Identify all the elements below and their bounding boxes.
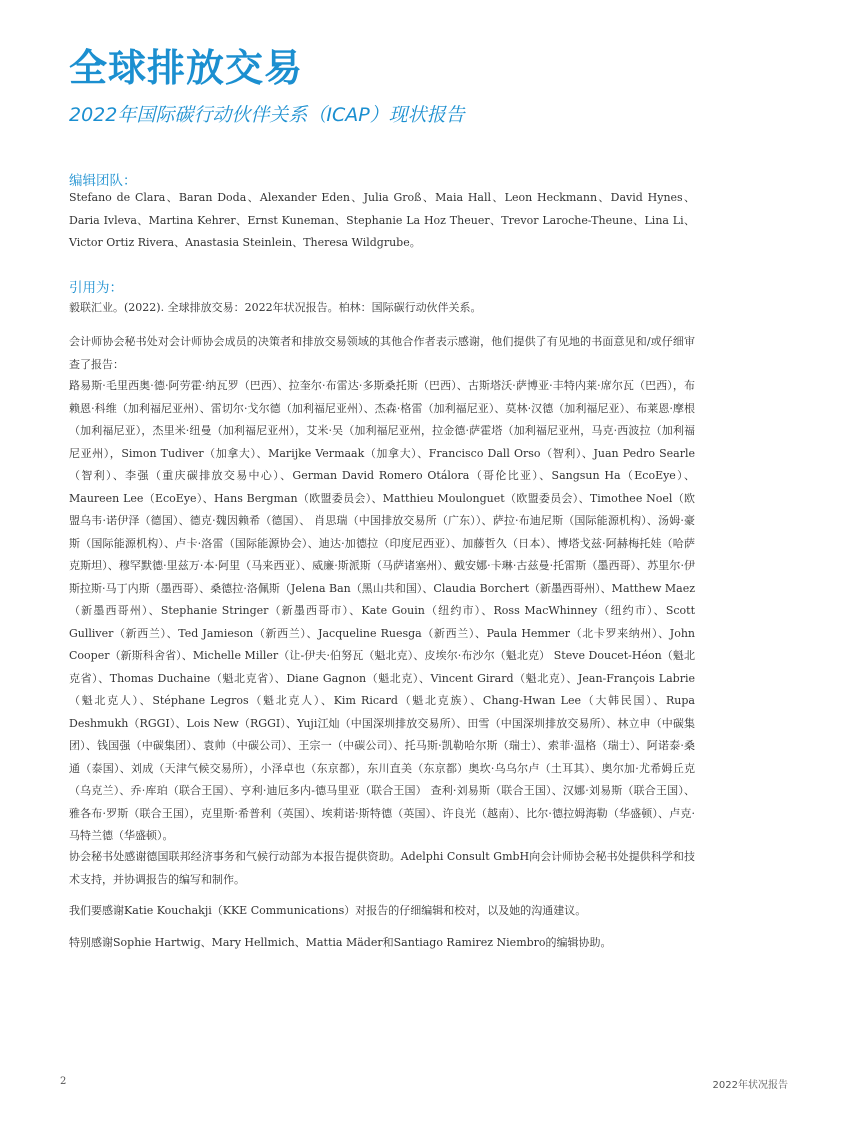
editors-list: Stefano de Clara、Baran Doda、Alexander Eden、Julia Groß、Maia Hall、Leon Heckmann、David Hynes、Daria Ivleva、Martina Kehrer、Ernst Kuneman、Stephanie La Hoz Theuer、Trevor Laroche-Theune、Lina Li、Victor Ortiz Rivera、Anastasia Steinlein、Theresa Wildgrube。 — [69, 191, 695, 249]
page-number: 2 — [60, 1076, 67, 1087]
editing-paragraph: 我们要感谢Katie Kouchakji（KKE Communications）对报告的仔细编辑和校对，以及她的沟通建议。 — [69, 904, 587, 917]
citation-text: 毅联汇业。(2022). 全球排放交易：2022年状况报告。柏林：国际碳行动伙伴关系。 — [69, 301, 482, 314]
footer-label: 2022年状况报告 — [712, 1080, 788, 1091]
funding-paragraph: 协会秘书处感谢德国联邦经济事务和气候行动部为本报告提供资助。Adelphi Consult GmbH向会计师协会秘书处提供科学和技术支持，并协调报告的编写和制作。 — [69, 850, 695, 886]
special-thanks-paragraph: 特别感谢Sophie Hartwig、Mary Hellmich、Mattia Mäder和Santiago Ramirez Niembro的编辑协助。 — [69, 936, 612, 949]
page-title: 全球排放交易 — [69, 46, 304, 90]
citation-heading: 引用为： — [69, 280, 123, 296]
editors-heading: 编辑团队： — [69, 173, 137, 189]
acknowledgement-intro: 会计师协会秘书处对会计师协会成员的决策者和排放交易领域的其他合作者表示感谢，他们提供了有见地的书面意见和/或仔细审查了报告： — [69, 335, 695, 371]
reviewers-list: 路易斯·毛里西奥·德·阿劳霍·纳瓦罗（巴西）、拉奎尔·布雷达·多斯桑托斯（巴西）、古斯塔沃·萨博亚·丰特内莱·席尔瓦（巴西），布赖恩·科维（加利福尼亚州）、雷切尔·戈尔德（加利福尼亚州）、杰森·格雷（加利福尼亚）、莫林·汉德（加利福尼亚）、布莱恩·摩根（加利福尼亚），杰里米·纽曼（加利福尼亚州），艾米·吴（加利福尼亚州，拉金德·萨霍塔（加利福尼亚州，马克·西波拉（加利福尼亚州），Simon Tudiver（加拿大）、Marijke Vermaak（加拿大）、Francisco Dall Orso（智利）、Juan Pedro Searle（智利）、李强（重庆碳排放交易中心）、German David Romero Otálora（哥伦比亚）、Sangsun Ha（EcoEye）、Maureen Lee（EcoEye）、Hans Bergman（欧盟委员会）、Matthieu Moulonguet（欧盟委员会）、Timothee Noel（欧盟乌韦·诺伊泽（德国）、德克·魏因赖希（德国）、 肖思瑞（中国排放交易所（广东））、萨拉·布迪尼斯（国际能源机构）、汤姆·豪斯（国际能源机构）、卢卡·洛雷（国际能源协会）、迪达·加德拉（印度尼西亚）、加藤哲久（日本）、博塔戈兹·阿赫梅托娃（哈萨克斯坦）、穆罕默德·里兹万·本·阿里（马来西亚）、威廉·斯派斯（马萨诸塞州）、戴安娜·卡琳·古兹曼·托雷斯（墨西哥）、苏里尔·伊斯拉斯·马丁内斯（墨西哥）、桑德拉·洛佩斯（Jelena Ban（黑山共和国）、Claudia Borchert（新墨西哥州）、Matthew Maez（新墨西哥州）、Stephanie Stringer（新墨西哥市）、Kate Gouin（纽约市）、Ross MacWhinney（纽约市）、Scott Gulliver（新西兰）、Ted Jamieson（新西兰）、Jacqueline Ruesga（新西兰）、Paula Hemmer（北卡罗来纳州）、John Cooper（新斯科舍省）、Michelle Miller（让-伊夫·伯努瓦（魁北克）、皮埃尔·布沙尔（魁北克） Steve Doucet-Héon（魁北克省）、Thomas Duchaine（魁北克省）、Diane Gagnon（魁北克）、Vincent Girard（魁北克）、Jean-François Labrie（魁北克人）、Stéphane Legros（魁北克人）、Kim Ricard（魁北克族）、Chang-Hwan Lee（大韩民国）、Rupa Deshmukh（RGGI）、Lois New（RGGI）、Yuji江灿（中国深圳排放交易所）、田雪（中国深圳排放交易所）、林立申（中碳集团）、钱国强（中碳集团）、袁帅（中碳公司）、王宗一（中碳公司）、托马斯·凯勒哈尔斯（瑞士）、索菲·温格（瑞士）、阿诺泰·桑通（泰国）、刘成（天津气候交易所），小泽卓也（东京都），东川直美（东京都）奥坎·乌乌尔卢（土耳其）、奥尔加·尤希姆丘克（乌克兰）、乔·库珀（联合王国）、亨利·迪厄多内-德马里亚（联合王国） 查利·刘易斯（联合王国）、汉娜·刘易斯（联合王国）、雅各布·罗斯（联合王国），克里斯·希普利（英国）、埃莉诺·斯特德（英国）、许良光（越南）、比尔·德拉姆海勒（华盛顿）、卢克·马特兰德（华盛顿）。 — [69, 379, 695, 842]
page-subtitle: 2022年国际碳行动伙伴关系（ICAP）现状报告 — [69, 104, 465, 126]
